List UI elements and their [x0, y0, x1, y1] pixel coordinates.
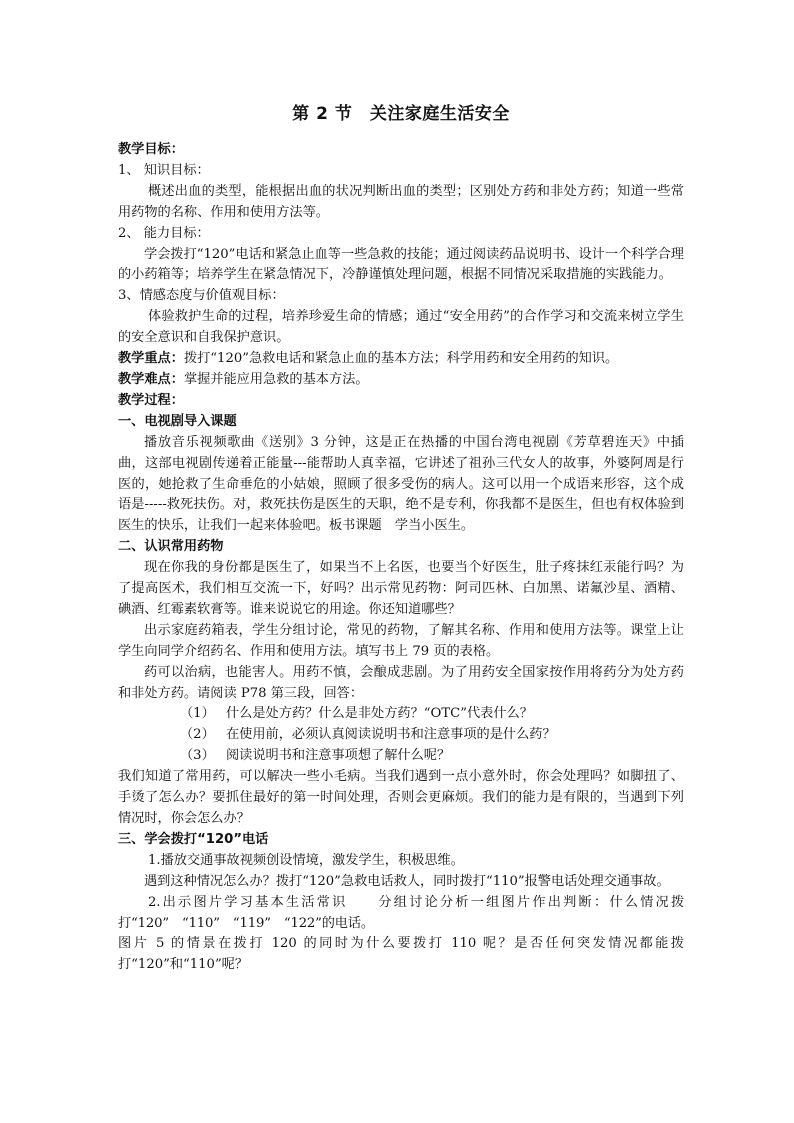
paragraph-picture-5: 图片 5 的情景在拨打 120 的同时为什么要拨打 110 呢？是否任何突发情况都能拨打“120”和“110”呢？ — [118, 936, 684, 973]
document-body — [118, 140, 684, 976]
paragraph-call-120-110: 遇到这种情况怎么办？拨打“120”急救电话救人，同时拨打“110”报警电话处理交通事故。 — [144, 873, 670, 889]
question-1-number: （1） — [180, 706, 215, 722]
section-heading-2: 二、认识常用药物 — [118, 539, 224, 555]
teaching-key-points — [118, 349, 684, 370]
paragraph-accidents: 我们知道了常用药，可以解决一些小毛病。当我们遇到一点小意外时，你会处理吗？如脚扭了、手烫了怎么办？要抓住最好的第一时间处理，否则会更麻烦。我们的能力是有限的，当遇到下列情况时，你会怎么办？ — [118, 769, 684, 826]
paragraph-drug-safety: 药可以治病，也能害人。用药不慎，会酿成悲剧。为了用药安全国家按作用将药分为处方药和非处方药。请阅读 P78 第三段，回答： — [118, 664, 684, 701]
teaching-difficulties — [118, 370, 684, 391]
page-title: 第 2 节 关注家庭生活安全 — [292, 104, 510, 124]
question-3-text: 阅读说明书和注意事项想了解什么呢？ — [226, 748, 451, 764]
question-3-number: （3） — [180, 748, 215, 764]
heading-teaching-goals: 教学目标： — [118, 142, 184, 157]
question-1 — [118, 704, 684, 725]
paragraph-knowledge-goals: 概述出血的类型，能根据出血的状况判断出血的类型；区别处方药和非处方药；知道一些常用药物的名称、作用和使用方法等。 — [118, 183, 684, 220]
subheading-knowledge-goals: 1、 知识目标： — [118, 162, 210, 178]
paragraph-common-drugs: 现在你我的身份都是医生了，如果当不上名医，也要当个好医生，肚子疼抹红汞能行吗？为了提高医术，我们相互交流一下，好吗？出示常见药物：阿司匹林、白加黑、诺氟沙星、酒精、碘酒、红霉素软膏等。谁来说说它的用途。你还知道哪些？ — [118, 560, 684, 617]
question-2-number: （2） — [180, 727, 215, 743]
question-2 — [118, 725, 684, 746]
paragraph-medicine-box: 出示家庭药箱表，学生分组讨论，常见的药物，了解其名称、作用和使用方法等。课堂上让学生向同学介绍药名、作用和使用方法。填写书上 79 页的表格。 — [118, 622, 684, 659]
paragraph-emotion-goals: 体验救护生命的过程，培养珍爱生命的情感；通过“安全用药”的合作学习和交流来树立学生的安全意识和自我保护意识。 — [118, 309, 684, 346]
question-1-text: 什么是处方药？什么是非处方药？“OTC”代表什么？ — [226, 706, 533, 722]
heading-teaching-process: 教学过程： — [118, 392, 184, 408]
paragraph-traffic-video: 1.播放交通事故视频创设情境，激发学生，积极思维。 — [148, 852, 464, 868]
paragraph-tv-intro: 播放音乐视频歌曲《送别》3 分钟，这是正在热播的中国台湾电视剧《芳草碧连天》中插曲，这部电视剧传递着正能量---能帮助人真幸福，它讲述了祖孙三代女人的故事，外婆阿周是行医的，她抢救了生命垂危的小姑娘，照顾了很多受伤的病人。这可以用一个成语来形容，这个成语是-----救死扶伤。对，救死扶伤是医生的天职，绝不是专利，你我都不是医生，但也有权体验到医生的快乐，让我们一起来体验吧。板书课题 学当小医生。 — [118, 434, 684, 534]
subheading-emotion-goals: 3、情感态度与价值观目标： — [118, 288, 285, 304]
paragraph-picture-discussion: 2.出示图片学习基本生活常识 分组讨论分析一组图片作出判断：什么情况拨打“120” “110” “119” “122”的电话。 — [118, 894, 684, 931]
section-heading-3: 三、学会拨打“120”电话 — [118, 831, 269, 847]
key-points-label: 教学重点： — [118, 351, 184, 367]
difficulties-label: 教学难点： — [118, 371, 184, 387]
section-heading-1: 一、电视剧导入课题 — [118, 413, 237, 429]
question-2-text: 在使用前，必须认真阅读说明书和注意事项的是什么药？ — [226, 727, 556, 743]
key-points-text: 拨打“120”急救电话和紧急止血的基本方法；科学用药和安全用药的知识。 — [183, 351, 619, 367]
subheading-ability-goals: 2、 能力目标： — [118, 225, 210, 241]
difficulties-text: 掌握并能应用急救的基本方法。 — [183, 371, 369, 387]
paragraph-ability-goals: 学会拨打“120”电话和紧急止血等一些急救的技能；通过阅读药品说明书、设计一个科学合理的小药箱等；培养学生在紧急情况下，冷静谨慎处理问题，根据不同情况采取措施的实践能力。 — [118, 246, 684, 283]
question-3 — [118, 746, 684, 767]
